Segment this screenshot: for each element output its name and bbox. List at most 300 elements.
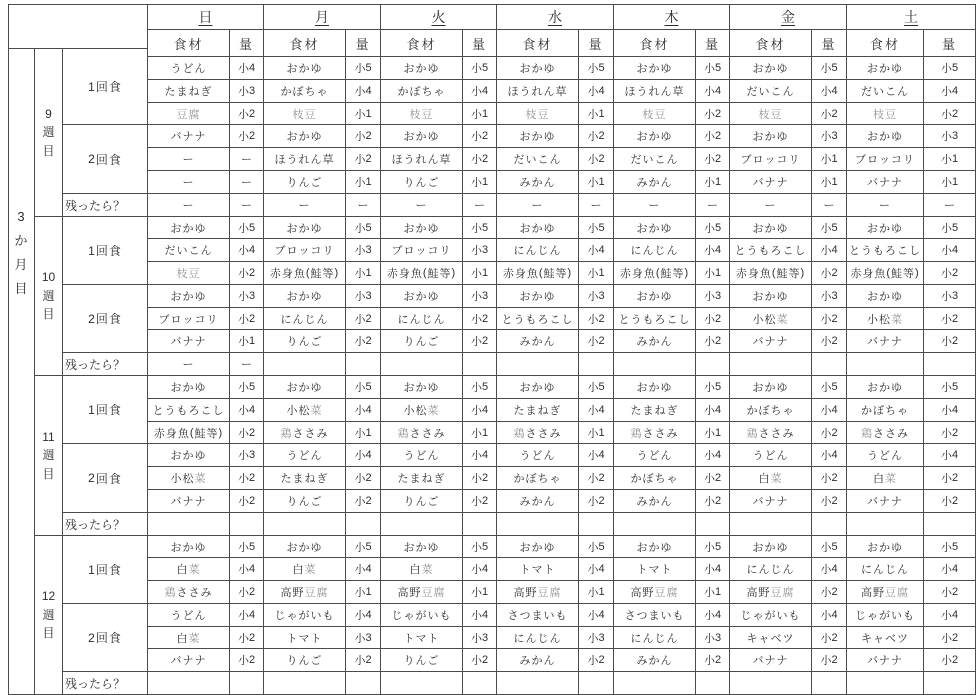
month-cell: 3 か 月 目 bbox=[8, 49, 35, 695]
amount-cell: 小 3 bbox=[579, 627, 614, 649]
amount-cell: 小 1 bbox=[579, 171, 614, 194]
amount-cell: 小 2 bbox=[346, 125, 381, 148]
amount-cell: 小 1 bbox=[346, 262, 381, 285]
ingredient-cell: お か ゆ bbox=[381, 125, 463, 148]
ingredient-cell: バ ナ ナ bbox=[730, 330, 812, 353]
amount-cell: 小 5 bbox=[346, 217, 381, 239]
ingredient-cell: う ど ん bbox=[847, 444, 924, 467]
ingredient-cell: ト マ ト bbox=[497, 558, 579, 581]
ingredient-cell: ー bbox=[497, 194, 579, 217]
amount-cell: 小 1 bbox=[346, 103, 381, 125]
amount-cell bbox=[463, 672, 497, 695]
amount-cell: 小 3 bbox=[463, 239, 497, 262]
ingredient-cell: み か ん bbox=[497, 649, 579, 672]
ingredient-header: 食 材 bbox=[847, 30, 924, 57]
ingredient-cell: う ど ん bbox=[381, 444, 463, 467]
amount-cell: 小 4 bbox=[812, 80, 847, 103]
amount-cell: ー bbox=[579, 194, 614, 217]
ingredient-cell: ほ う れ ん 草 bbox=[264, 148, 346, 171]
ingredient-cell: 白 菜 bbox=[381, 558, 463, 581]
ingredient-cell: ほ う れ ん 草 bbox=[381, 148, 463, 171]
ingredient-cell bbox=[730, 672, 812, 695]
amount-cell: 小 3 bbox=[579, 285, 614, 308]
amount-cell: ー bbox=[230, 171, 264, 194]
ingredient-cell: か ぼ ち ゃ bbox=[381, 80, 463, 103]
ingredient-header: 食 材 bbox=[497, 30, 579, 57]
amount-cell: 小 1 bbox=[463, 103, 497, 125]
ingredient-cell bbox=[264, 513, 346, 536]
ingredient-cell: お か ゆ bbox=[148, 285, 230, 308]
ingredient-cell: た ま ね ぎ bbox=[381, 467, 463, 490]
amount-cell: 小 2 bbox=[696, 103, 730, 125]
ingredient-cell bbox=[148, 672, 230, 695]
amount-header: 量 bbox=[812, 30, 847, 57]
amount-cell: 小 3 bbox=[924, 285, 976, 308]
ingredient-cell: バ ナ ナ bbox=[148, 490, 230, 513]
amount-cell: 小 2 bbox=[924, 649, 976, 672]
ingredient-cell: り ん ご bbox=[264, 171, 346, 194]
amount-cell: 小 2 bbox=[346, 148, 381, 171]
ingredient-cell: お か ゆ bbox=[614, 536, 696, 558]
amount-cell: 小 1 bbox=[812, 148, 847, 171]
ingredient-cell: み か ん bbox=[497, 330, 579, 353]
amount-cell bbox=[230, 672, 264, 695]
amount-cell: 小 2 bbox=[463, 467, 497, 490]
ingredient-cell: 高 野 豆 腐 bbox=[381, 581, 463, 604]
week-cell-11: 11 週 目 bbox=[35, 376, 63, 536]
ingredient-cell: み か ん bbox=[614, 171, 696, 194]
amount-cell: 小 4 bbox=[346, 604, 381, 627]
ingredient-cell: 白 菜 bbox=[730, 467, 812, 490]
ingredient-cell: バ ナ ナ bbox=[148, 649, 230, 672]
amount-cell: 小 4 bbox=[812, 604, 847, 627]
ingredient-cell bbox=[148, 513, 230, 536]
amount-cell: 小 5 bbox=[230, 217, 264, 239]
ingredient-header: 食 材 bbox=[264, 30, 346, 57]
day-header-5: 木 bbox=[614, 4, 730, 30]
amount-cell bbox=[346, 672, 381, 695]
amount-cell: 小 5 bbox=[230, 376, 264, 399]
ingredient-cell: お か ゆ bbox=[381, 285, 463, 308]
ingredient-cell: じ ゃ が い も bbox=[381, 604, 463, 627]
ingredient-cell: ー bbox=[847, 194, 924, 217]
week-cell-10: 10 週 目 bbox=[35, 217, 63, 376]
amount-cell: 小 2 bbox=[463, 125, 497, 148]
amount-cell: 小 2 bbox=[463, 308, 497, 330]
amount-cell bbox=[346, 353, 381, 376]
ingredient-cell: だ い こ ん bbox=[730, 80, 812, 103]
ingredient-cell bbox=[264, 672, 346, 695]
amount-cell: 小 3 bbox=[346, 285, 381, 308]
amount-cell: 小 1 bbox=[579, 422, 614, 444]
amount-cell: 小 1 bbox=[696, 171, 730, 194]
amount-cell: 小 2 bbox=[230, 649, 264, 672]
day-header-6: 金 bbox=[730, 4, 847, 30]
amount-cell: 小 4 bbox=[579, 80, 614, 103]
amount-cell: 小 5 bbox=[463, 57, 497, 80]
ingredient-cell: お か ゆ bbox=[148, 217, 230, 239]
amount-cell: 小 1 bbox=[463, 581, 497, 604]
ingredient-cell: り ん ご bbox=[264, 649, 346, 672]
ingredient-cell: お か ゆ bbox=[264, 285, 346, 308]
amount-cell: 小 5 bbox=[812, 57, 847, 80]
ingredient-cell bbox=[381, 353, 463, 376]
amount-cell bbox=[579, 513, 614, 536]
amount-cell: 小 2 bbox=[463, 148, 497, 171]
ingredient-cell bbox=[730, 513, 812, 536]
amount-cell: 小 2 bbox=[579, 490, 614, 513]
ingredient-cell: だ い こ ん bbox=[497, 148, 579, 171]
amount-cell: 小 2 bbox=[924, 467, 976, 490]
amount-cell: 小 2 bbox=[579, 308, 614, 330]
ingredient-cell: 小 松 菜 bbox=[381, 399, 463, 422]
ingredient-cell: う ど ん bbox=[730, 444, 812, 467]
day-header-4: 水 bbox=[497, 4, 614, 30]
ingredient-cell: り ん ご bbox=[264, 490, 346, 513]
amount-cell: 小 2 bbox=[463, 490, 497, 513]
amount-cell bbox=[812, 353, 847, 376]
ingredient-cell: お か ゆ bbox=[264, 376, 346, 399]
amount-cell: 小 5 bbox=[346, 57, 381, 80]
ingredient-cell: お か ゆ bbox=[497, 217, 579, 239]
amount-cell: 小 2 bbox=[924, 262, 976, 285]
amount-cell: 小 4 bbox=[696, 604, 730, 627]
amount-cell: 小 3 bbox=[346, 627, 381, 649]
amount-cell: 小 1 bbox=[346, 581, 381, 604]
amount-cell: 小 2 bbox=[230, 467, 264, 490]
ingredient-cell: バ ナ ナ bbox=[148, 330, 230, 353]
ingredient-cell: お か ゆ bbox=[264, 217, 346, 239]
meal2-label-cell: 2 回 食 bbox=[63, 285, 148, 353]
amount-cell: 小 2 bbox=[924, 308, 976, 330]
ingredient-cell: 鶏 さ さ み bbox=[730, 422, 812, 444]
ingredient-cell: か ぼ ち ゃ bbox=[847, 399, 924, 422]
amount-cell: 小 4 bbox=[230, 604, 264, 627]
ingredient-cell: り ん ご bbox=[381, 490, 463, 513]
amount-cell: 小 1 bbox=[696, 422, 730, 444]
ingredient-cell: 高 野 豆 腐 bbox=[497, 581, 579, 604]
amount-cell: 小 2 bbox=[230, 422, 264, 444]
ingredient-cell: お か ゆ bbox=[614, 125, 696, 148]
amount-cell: 小 3 bbox=[812, 285, 847, 308]
day-header-7: 土 bbox=[847, 4, 976, 30]
amount-cell: 小 3 bbox=[463, 285, 497, 308]
amount-cell bbox=[463, 513, 497, 536]
ingredient-cell: 鶏 さ さ み bbox=[497, 422, 579, 444]
meal1-label-cell: 1 回 食 bbox=[63, 49, 148, 125]
amount-cell: 小 2 bbox=[346, 308, 381, 330]
amount-cell: 小 3 bbox=[230, 80, 264, 103]
amount-cell: 小 4 bbox=[463, 558, 497, 581]
ingredient-cell: 高 野 豆 腐 bbox=[847, 581, 924, 604]
amount-cell: 小 2 bbox=[696, 330, 730, 353]
day-header-3: 火 bbox=[381, 4, 497, 30]
amount-cell: 小 2 bbox=[924, 627, 976, 649]
ingredient-cell: バ ナ ナ bbox=[847, 171, 924, 194]
ingredient-cell: に ん じ ん bbox=[497, 627, 579, 649]
amount-cell: 小 4 bbox=[579, 399, 614, 422]
ingredient-cell: 小 松 菜 bbox=[730, 308, 812, 330]
amount-cell: 小 4 bbox=[463, 399, 497, 422]
amount-cell: 小 5 bbox=[696, 217, 730, 239]
amount-cell: 小 5 bbox=[579, 376, 614, 399]
amount-cell: ー bbox=[230, 353, 264, 376]
amount-cell: 小 5 bbox=[812, 376, 847, 399]
amount-cell bbox=[924, 672, 976, 695]
amount-cell: 小 4 bbox=[924, 604, 976, 627]
amount-cell: 小 1 bbox=[924, 148, 976, 171]
ingredient-cell: じ ゃ が い も bbox=[730, 604, 812, 627]
ingredient-cell: お か ゆ bbox=[730, 285, 812, 308]
amount-cell: ー bbox=[230, 194, 264, 217]
ingredient-cell: 高 野 豆 腐 bbox=[614, 581, 696, 604]
amount-cell: 小 3 bbox=[463, 627, 497, 649]
amount-cell: 小 1 bbox=[346, 422, 381, 444]
amount-cell: 小 2 bbox=[812, 490, 847, 513]
amount-cell: 小 2 bbox=[579, 125, 614, 148]
ingredient-cell: バ ナ ナ bbox=[730, 490, 812, 513]
amount-cell: 小 4 bbox=[579, 444, 614, 467]
amount-cell: 小 4 bbox=[230, 399, 264, 422]
amount-cell: 小 2 bbox=[230, 308, 264, 330]
amount-cell: 小 5 bbox=[696, 376, 730, 399]
ingredient-cell: ブ ロ ッ コ リ bbox=[730, 148, 812, 171]
corner-cell bbox=[8, 4, 148, 49]
amount-cell: 小 1 bbox=[230, 330, 264, 353]
amount-cell: 小 4 bbox=[924, 444, 976, 467]
amount-cell: 小 2 bbox=[924, 581, 976, 604]
amount-cell: 小 3 bbox=[812, 125, 847, 148]
amount-cell: 小 5 bbox=[579, 217, 614, 239]
meal2-label-cell: 2 回 食 bbox=[63, 604, 148, 672]
ingredient-cell: う ど ん bbox=[264, 444, 346, 467]
amount-cell bbox=[812, 513, 847, 536]
ingredient-cell: バ ナ ナ bbox=[730, 171, 812, 194]
meal-plan-table bbox=[8, 4, 976, 695]
amount-cell: 小 5 bbox=[924, 57, 976, 80]
amount-cell: 小 5 bbox=[463, 217, 497, 239]
ingredient-cell: 小 松 菜 bbox=[847, 308, 924, 330]
ingredient-cell: お か ゆ bbox=[847, 536, 924, 558]
ingredient-cell: ブ ロ ッ コ リ bbox=[264, 239, 346, 262]
amount-header: 量 bbox=[696, 30, 730, 57]
ingredient-cell: に ん じ ん bbox=[381, 308, 463, 330]
ingredient-cell: お か ゆ bbox=[148, 376, 230, 399]
amount-cell: 小 1 bbox=[696, 581, 730, 604]
ingredient-cell: み か ん bbox=[497, 490, 579, 513]
amount-cell: 小 4 bbox=[346, 444, 381, 467]
meal2-label-cell: 2 回 食 bbox=[63, 125, 148, 194]
amount-cell: 小 4 bbox=[812, 239, 847, 262]
ingredient-cell bbox=[497, 513, 579, 536]
amount-cell: 小 4 bbox=[579, 239, 614, 262]
amount-header: 量 bbox=[230, 30, 264, 57]
amount-cell: 小 2 bbox=[696, 490, 730, 513]
amount-cell: 小 4 bbox=[579, 604, 614, 627]
amount-cell: 小 4 bbox=[230, 239, 264, 262]
amount-cell: ー bbox=[812, 194, 847, 217]
amount-cell: 小 2 bbox=[230, 262, 264, 285]
ingredient-cell: 鶏 さ さ み bbox=[148, 581, 230, 604]
amount-header: 量 bbox=[346, 30, 381, 57]
ingredient-cell bbox=[614, 353, 696, 376]
ingredient-cell: お か ゆ bbox=[264, 57, 346, 80]
ingredient-cell: 赤 身 魚 ( 鮭 等 ) bbox=[148, 422, 230, 444]
amount-cell: 小 1 bbox=[812, 171, 847, 194]
ingredient-cell: 赤 身 魚 ( 鮭 等 ) bbox=[847, 262, 924, 285]
amount-cell: 小 5 bbox=[924, 217, 976, 239]
ingredient-cell: 赤 身 魚 ( 鮭 等 ) bbox=[264, 262, 346, 285]
ingredient-cell: ブ ロ ッ コ リ bbox=[381, 239, 463, 262]
amount-cell: 小 2 bbox=[924, 103, 976, 125]
ingredient-cell: ブ ロ ッ コ リ bbox=[847, 148, 924, 171]
ingredient-cell: か ぼ ち ゃ bbox=[497, 467, 579, 490]
ingredient-cell bbox=[264, 353, 346, 376]
amount-cell bbox=[696, 672, 730, 695]
ingredient-cell: り ん ご bbox=[381, 171, 463, 194]
amount-cell: 小 2 bbox=[579, 649, 614, 672]
ingredient-cell: ほ う れ ん 草 bbox=[614, 80, 696, 103]
amount-cell bbox=[579, 353, 614, 376]
ingredient-cell bbox=[847, 513, 924, 536]
amount-cell: 小 1 bbox=[579, 103, 614, 125]
amount-cell: 小 4 bbox=[812, 399, 847, 422]
ingredient-cell: じ ゃ が い も bbox=[847, 604, 924, 627]
amount-cell: 小 2 bbox=[812, 467, 847, 490]
ingredient-cell: キ ャ ベ ツ bbox=[847, 627, 924, 649]
ingredient-cell: お か ゆ bbox=[381, 217, 463, 239]
ingredient-cell: お か ゆ bbox=[381, 57, 463, 80]
ingredient-cell: に ん じ ん bbox=[264, 308, 346, 330]
ingredient-cell: お か ゆ bbox=[264, 536, 346, 558]
amount-cell: ー bbox=[230, 148, 264, 171]
amount-cell: 小 2 bbox=[696, 308, 730, 330]
amount-cell: 小 3 bbox=[924, 125, 976, 148]
ingredient-cell: お か ゆ bbox=[264, 125, 346, 148]
ingredient-cell: ー bbox=[148, 194, 230, 217]
ingredient-cell: バ ナ ナ bbox=[847, 649, 924, 672]
ingredient-cell: り ん ご bbox=[381, 330, 463, 353]
ingredient-cell: ー bbox=[381, 194, 463, 217]
amount-cell: 小 5 bbox=[463, 536, 497, 558]
ingredient-cell: お か ゆ bbox=[497, 376, 579, 399]
amount-cell: 小 5 bbox=[579, 536, 614, 558]
ingredient-cell: ー bbox=[730, 194, 812, 217]
ingredient-cell: 鶏 さ さ み bbox=[264, 422, 346, 444]
amount-cell: 小 2 bbox=[696, 467, 730, 490]
ingredient-cell: お か ゆ bbox=[730, 536, 812, 558]
amount-cell: 小 4 bbox=[463, 604, 497, 627]
amount-cell: 小 4 bbox=[696, 399, 730, 422]
ingredient-cell: み か ん bbox=[497, 171, 579, 194]
ingredient-header: 食 材 bbox=[730, 30, 812, 57]
amount-cell: 小 2 bbox=[696, 125, 730, 148]
ingredient-cell: 白 菜 bbox=[148, 558, 230, 581]
amount-cell: 小 2 bbox=[696, 649, 730, 672]
ingredient-cell: お か ゆ bbox=[148, 536, 230, 558]
ingredient-cell: 枝 豆 bbox=[730, 103, 812, 125]
ingredient-cell: お か ゆ bbox=[497, 285, 579, 308]
ingredient-cell: 白 菜 bbox=[847, 467, 924, 490]
week-cell-12: 12 週 目 bbox=[35, 536, 63, 695]
amount-cell: 小 2 bbox=[924, 490, 976, 513]
ingredient-cell: ー bbox=[148, 353, 230, 376]
ingredient-cell: 枝 豆 bbox=[497, 103, 579, 125]
amount-cell: 小 2 bbox=[346, 490, 381, 513]
ingredient-cell: 高 野 豆 腐 bbox=[730, 581, 812, 604]
ingredient-cell: さ つ ま い も bbox=[614, 604, 696, 627]
amount-cell: 小 5 bbox=[579, 57, 614, 80]
amount-cell: 小 3 bbox=[230, 444, 264, 467]
ingredient-cell bbox=[614, 672, 696, 695]
ingredient-cell: キ ャ ベ ツ bbox=[730, 627, 812, 649]
ingredient-cell: り ん ご bbox=[381, 649, 463, 672]
week-cell-9: 9 週 目 bbox=[35, 49, 63, 217]
amount-cell: 小 4 bbox=[230, 558, 264, 581]
ingredient-cell bbox=[614, 513, 696, 536]
amount-cell: 小 4 bbox=[696, 239, 730, 262]
ingredient-cell: お か ゆ bbox=[381, 536, 463, 558]
amount-cell: 小 5 bbox=[230, 536, 264, 558]
ingredient-cell: 赤 身 魚 ( 鮭 等 ) bbox=[730, 262, 812, 285]
amount-cell: 小 2 bbox=[230, 490, 264, 513]
amount-cell: 小 1 bbox=[924, 171, 976, 194]
ingredient-cell bbox=[847, 353, 924, 376]
ingredient-cell: み か ん bbox=[614, 330, 696, 353]
ingredient-cell: た ま ね ぎ bbox=[264, 467, 346, 490]
amount-cell: 小 2 bbox=[230, 581, 264, 604]
ingredient-header: 食 材 bbox=[148, 30, 230, 57]
amount-cell: 小 5 bbox=[812, 536, 847, 558]
amount-cell: 小 2 bbox=[230, 125, 264, 148]
ingredient-cell: お か ゆ bbox=[730, 376, 812, 399]
ingredient-header: 食 材 bbox=[614, 30, 696, 57]
ingredient-cell: 豆 腐 bbox=[148, 103, 230, 125]
meal1-label-cell: 1 回 食 bbox=[63, 217, 148, 285]
amount-cell: 小 5 bbox=[812, 217, 847, 239]
amount-cell: 小 4 bbox=[696, 80, 730, 103]
ingredient-cell: お か ゆ bbox=[614, 217, 696, 239]
amount-cell: 小 1 bbox=[463, 171, 497, 194]
ingredient-cell: に ん じ ん bbox=[730, 558, 812, 581]
ingredient-cell bbox=[847, 672, 924, 695]
ingredient-cell: 白 菜 bbox=[148, 627, 230, 649]
ingredient-cell: 枝 豆 bbox=[381, 103, 463, 125]
amount-header: 量 bbox=[579, 30, 614, 57]
leftover-label-cell: 残 っ た ら ？ bbox=[63, 513, 148, 536]
amount-cell: 小 2 bbox=[812, 103, 847, 125]
ingredient-cell: 赤 身 魚 ( 鮭 等 ) bbox=[381, 262, 463, 285]
amount-cell bbox=[696, 513, 730, 536]
meal1-label-cell: 1 回 食 bbox=[63, 376, 148, 444]
amount-cell: 小 2 bbox=[346, 649, 381, 672]
amount-cell: 小 4 bbox=[812, 444, 847, 467]
ingredient-cell: に ん じ ん bbox=[497, 239, 579, 262]
ingredient-cell bbox=[497, 353, 579, 376]
amount-cell: 小 4 bbox=[924, 558, 976, 581]
amount-cell: 小 2 bbox=[346, 330, 381, 353]
ingredient-cell: お か ゆ bbox=[381, 376, 463, 399]
amount-cell: 小 5 bbox=[924, 536, 976, 558]
ingredient-cell: バ ナ ナ bbox=[847, 490, 924, 513]
day-header-1: 日 bbox=[148, 4, 264, 30]
ingredient-cell: ト マ ト bbox=[381, 627, 463, 649]
ingredient-cell: お か ゆ bbox=[847, 376, 924, 399]
ingredient-cell: た ま ね ぎ bbox=[614, 399, 696, 422]
ingredient-cell: た ま ね ぎ bbox=[497, 399, 579, 422]
amount-cell bbox=[924, 513, 976, 536]
ingredient-cell: み か ん bbox=[614, 490, 696, 513]
